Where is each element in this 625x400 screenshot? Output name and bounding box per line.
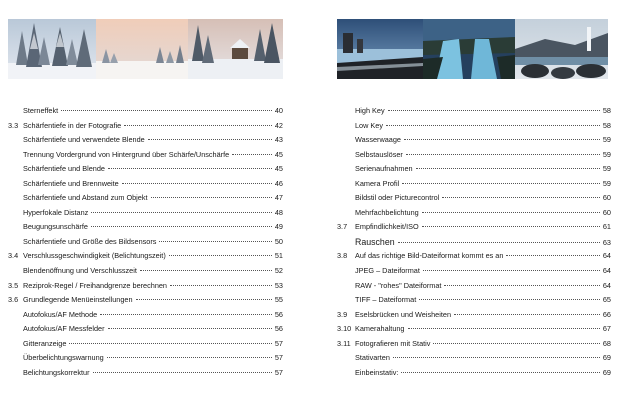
toc-entry [337,249,611,264]
toc-entry-title: Überbelichtungswarnung [23,353,104,363]
toc-dot-leader [416,168,600,169]
toc-entry-title: Kamerahaltung [355,324,405,334]
toc-entry-title: TIFF – Dateiformat [355,295,417,305]
toc-entry-title: RAW - "rohes" Dateiformat [355,280,442,290]
toc-dot-leader [423,270,600,271]
toc-dot-leader [401,372,599,373]
toc-dot-leader [419,299,600,300]
toc-section-number: 3.3 [8,120,19,130]
toc-page-number: 47 [274,193,283,203]
toc-page-number: 55 [274,295,283,305]
toc-dot-leader [61,110,272,111]
toc-page-number: 67 [602,324,611,334]
toc-entry-title: Blendenöffnung und Verschlusszeit [23,266,137,276]
toc-section-number: 3.8 [337,251,348,261]
toc-entry-title: Rauschen [355,236,395,247]
toc-dot-leader [93,372,272,373]
toc-right-page [337,104,611,380]
toc-page-number: 53 [274,280,283,290]
toc-page-number: 59 [602,135,611,145]
toc-dot-leader [402,183,600,184]
toc-entry [8,191,283,206]
toc-page-number: 69 [602,367,611,377]
toc-entry-title: Low Key [355,120,383,130]
toc-entry [337,322,611,337]
toc-entry-title: Trennung Vordergrund von Hintergrund über Schärfe/Unschärfe [23,149,230,159]
toc-entry [337,206,611,221]
toc-entry [8,351,283,366]
winter-sunset-photo [96,19,188,79]
toc-entry [337,220,611,235]
toc-entry [337,235,611,250]
toc-entry [337,264,611,279]
toc-page-number: 57 [274,353,283,363]
toc-section-number: 3.6 [8,295,19,305]
toc-entry-title: Belichtungskorrektur [23,367,90,377]
snow-hut-photo [188,19,283,79]
toc-dot-leader [422,212,600,213]
toc-page-number: 63 [602,237,611,247]
toc-entry [337,191,611,206]
toc-page-number: 50 [274,236,283,246]
toc-entry-title: Schärfentiefe und Brennweite [23,178,119,188]
toc-entry [337,337,611,352]
toc-entry-title: Empfindlichkeit/ISO [355,222,419,232]
toc-dot-leader [388,110,600,111]
toc-page-number: 45 [274,164,283,174]
toc-entry-title: Gitteranzeige [23,338,67,348]
toc-entry [8,119,283,134]
toc-entry [8,177,283,192]
toc-entry-title: Autofokus/AF Methode [23,309,98,319]
toc-page-number: 68 [602,338,611,348]
toc-left-page [8,104,283,380]
toc-section-number: 3.10 [337,324,352,334]
toc-entry [337,119,611,134]
toc-entry [8,279,283,294]
toc-dot-leader [386,125,600,126]
toc-dot-leader [169,255,272,256]
toc-dot-leader [170,285,272,286]
toc-entry [8,322,283,337]
toc-dot-leader [398,242,600,243]
toc-dot-leader [406,154,600,155]
toc-dot-leader [393,357,600,358]
toc-entry [337,308,611,323]
toc-entry [337,351,611,366]
toc-entry [8,249,283,264]
toc-entry-title: High Key [355,106,385,115]
toc-page-number: 42 [274,120,283,130]
toc-entry [337,293,611,308]
toc-page-number: 58 [602,120,611,130]
toc-entry-title: JPEG – Dateiformat [355,266,420,276]
toc-entry-title: Grundlegende Menüeinstellungen [23,295,133,305]
toc-page-number: 58 [602,106,611,115]
toc-entry [8,206,283,221]
toc-dot-leader [140,270,272,271]
toc-section-number: 3.9 [337,309,348,319]
toc-entry-title: Schärfentiefe und verwendete Blende [23,135,145,145]
toc-page-number: 65 [602,295,611,305]
toc-entry [8,220,283,235]
toc-page-number: 60 [602,207,611,217]
toc-entry-title: Eselsbrücken und Weisheiten [355,309,451,319]
toc-entry [8,235,283,250]
toc-dot-leader [408,328,600,329]
toc-entry [8,293,283,308]
toc-page-number: 59 [602,149,611,159]
toc-page-number: 43 [274,135,283,145]
toc-entry [8,264,283,279]
toc-entry-title: Serienaufnahmen [355,164,413,174]
toc-entry [337,148,611,163]
toc-page-number: 48 [274,207,283,217]
toc-dot-leader [100,314,272,315]
toc-dot-leader [442,197,600,198]
toc-entry-title: Auf das richtige Bild-Dateiformat kommt es an [355,251,504,261]
toc-page-number: 69 [602,353,611,363]
toc-page-number: 59 [602,164,611,174]
toc-page-number: 57 [274,367,283,377]
toc-entry-title: Schärfentiefe in der Fotografie [23,120,122,130]
toc-entry [8,133,283,148]
toc-entry-title: Bildstil oder Picturecontrol [355,193,440,203]
toc-page-number: 66 [602,309,611,319]
toc-dot-leader [108,328,272,329]
toc-entry [337,279,611,294]
toc-dot-leader [404,139,600,140]
toc-section-number: 3.7 [337,222,348,232]
toc-dot-leader [454,314,600,315]
toc-entry-title: Beugungsunschärfe [23,222,88,232]
toc-page-number: 49 [274,222,283,232]
toc-section-number: 3.5 [8,280,19,290]
toc-entry-title: Selbstauslöser [355,149,403,159]
toc-dot-leader [159,241,271,242]
waterfall-photo [423,19,515,79]
toc-section-number: 3.11 [337,338,351,348]
toc-entry [8,148,283,163]
toc-dot-leader [433,343,599,344]
toc-dot-leader [506,255,599,256]
toc-page-number: 61 [602,222,611,232]
toc-entry-title: Fotografieren mit Stativ [355,338,431,348]
toc-dot-leader [91,212,272,213]
toc-dot-leader [148,139,272,140]
toc-entry-title: Mehrfachbelichtung [355,207,419,217]
rocky-coast-photo [515,19,608,79]
toc-page-number: 40 [274,106,283,115]
toc-entry [337,104,611,119]
toc-entry [337,177,611,192]
toc-entry [8,308,283,323]
toc-page-number: 56 [274,309,283,319]
toc-entry [8,366,283,381]
toc-section-number: 3.4 [8,251,19,261]
toc-entry-title: Schärfentiefe und Größe des Bildsensors [23,236,157,246]
toc-entry-title: Autofokus/AF Messfelder [23,324,105,334]
toc-page-number: 46 [274,178,283,188]
toc-entry-title: Schärfentiefe und Blende [23,164,105,174]
toc-dot-leader [91,226,272,227]
toc-dot-leader [232,154,272,155]
snow-forest-photo [8,19,96,79]
toc-entry-title: Wasserwaage [355,135,401,145]
toc-dot-leader [107,357,272,358]
toc-page-number: 60 [602,193,611,203]
toc-entry-title: Reziprok-Regel / Freihandgrenze berechnen [23,280,167,290]
toc-entry [337,366,611,381]
toc-entry-title: Kamera Profil [355,178,400,188]
toc-dot-leader [108,168,272,169]
toc-entry-title: Hyperfokale Distanz [23,207,89,217]
toc-page-number: 52 [274,266,283,276]
toc-dot-leader [422,226,600,227]
toc-page-number: 51 [274,251,283,261]
toc-entry-title: Verschlussgeschwindigkeit (Belichtungszeit) [23,251,166,261]
toc-page-number: 57 [274,338,283,348]
toc-entry-title: Einbeinstativ: [355,367,399,377]
toc-page-number: 45 [274,149,283,159]
toc-page-number: 64 [602,280,611,290]
toc-page-number: 59 [602,178,611,188]
toc-page-number: 64 [602,251,611,261]
toc-page-number: 56 [274,324,283,334]
toc-entry [337,133,611,148]
toc-dot-leader [444,285,599,286]
toc-entry-title: Schärfentiefe und Abstand zum Objekt [23,193,148,203]
toc-page-number: 64 [602,266,611,276]
toc-entry [337,162,611,177]
toc-entry [8,337,283,352]
volcanic-beach-photo [337,19,423,79]
toc-dot-leader [124,125,272,126]
toc-dot-leader [136,299,272,300]
toc-dot-leader [122,183,272,184]
toc-dot-leader [151,197,272,198]
toc-entry-title: Sterneffekt [23,106,59,115]
toc-entry [8,162,283,177]
toc-entry-title: Stativarten [355,353,390,363]
toc-dot-leader [69,343,271,344]
toc-entry [8,104,283,119]
